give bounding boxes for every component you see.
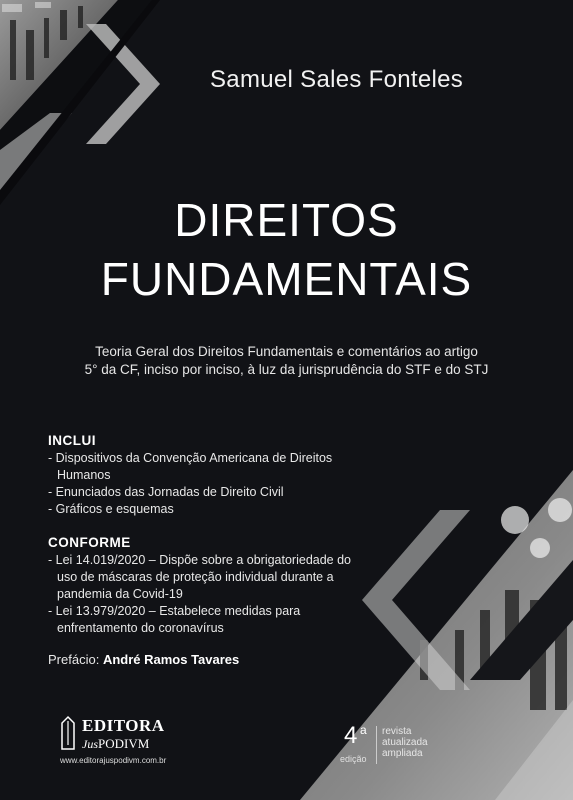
- preface-credit: [48, 652, 239, 667]
- edition-number: 4: [344, 722, 358, 749]
- edition-superscript: a: [360, 723, 367, 737]
- inclui-heading: INCLUI: [48, 433, 96, 448]
- conforme-item: - Lei 13.979/2020 – Estabelece medidas para enfrentamento do coronavírus: [48, 604, 301, 635]
- edition-notes: [382, 726, 428, 759]
- publisher-subname: [82, 736, 149, 752]
- edition-note: atualizada: [382, 737, 428, 748]
- edition-divider: [376, 726, 377, 764]
- book-title-line-1: DIREITOS: [174, 194, 399, 246]
- author-name: Samuel Sales Fonteles: [210, 66, 464, 93]
- preface-author: André Ramos Tavares: [102, 652, 240, 667]
- publisher-subname-italic: Jus: [82, 737, 98, 751]
- publisher-logo-icon: [60, 715, 76, 751]
- inclui-item: - Gráficos e esquemas: [48, 502, 174, 516]
- edition-note: ampliada: [382, 748, 423, 759]
- edition-note: revista: [382, 726, 412, 737]
- subtitle-line-1: Teoria Geral dos Direitos Fundamentais e comentários ao artigo: [95, 344, 478, 359]
- subtitle-line-2: 5° da CF, inciso por inciso, à luz da jurisprudência do STF e do STJ: [84, 362, 489, 377]
- preface-label: Prefácio:: [48, 652, 100, 667]
- book-title-line-2: FUNDAMENTAIS: [100, 253, 473, 305]
- publisher-url: www.editorajuspodivm.com.br: [60, 756, 167, 765]
- book-subtitle: [60, 343, 513, 379]
- conforme-heading: CONFORME: [48, 535, 131, 550]
- inclui-section: [48, 432, 368, 518]
- publisher-name: EDITORA: [82, 716, 165, 735]
- conforme-section: [48, 534, 368, 637]
- edition-label: edição: [340, 754, 367, 764]
- inclui-item: - Dispositivos da Convenção Americana de Direitos Humanos: [48, 451, 333, 482]
- inclui-item: - Enunciados das Jornadas de Direito Civil: [48, 485, 284, 499]
- conforme-item: - Lei 14.019/2020 – Dispõe sobre a obrigatoriedade do uso de máscaras de proteção individual durante a pandemia da Covid-19: [48, 553, 351, 601]
- publisher-subname-text: PODIVM: [98, 736, 150, 751]
